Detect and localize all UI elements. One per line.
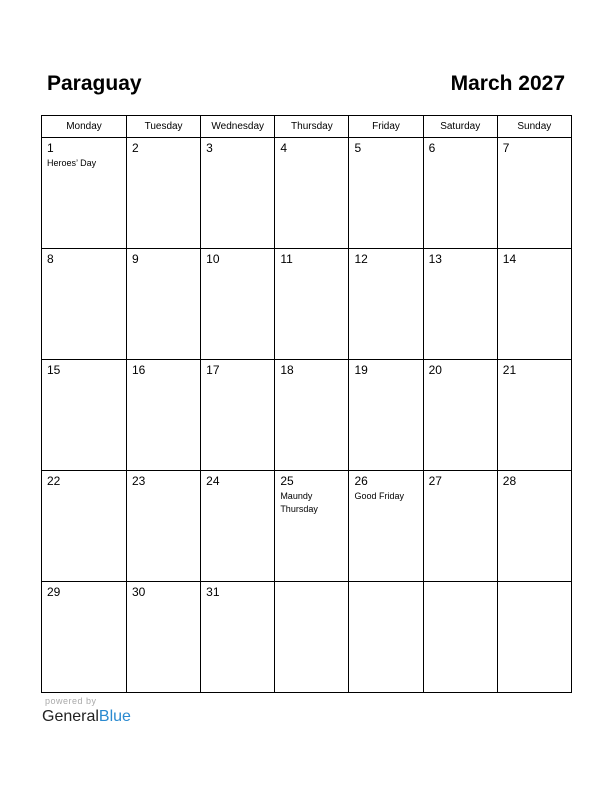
- day-number: 30: [132, 585, 146, 599]
- day-number: 13: [428, 252, 442, 266]
- day-cell: [275, 249, 349, 360]
- day-number: 6: [428, 141, 436, 155]
- holiday-label: Good Friday: [354, 491, 404, 501]
- day-cell: [127, 249, 201, 360]
- weekday-header: Saturday: [423, 116, 497, 138]
- day-number: 2: [132, 141, 139, 155]
- day-cell: [127, 471, 201, 582]
- day-number: 31: [206, 585, 220, 599]
- day-cell: [201, 249, 275, 360]
- weekday-header-row: [42, 116, 572, 138]
- day-cell: [201, 582, 275, 693]
- day-number: 27: [428, 474, 442, 488]
- day-number: 21: [502, 363, 517, 377]
- day-cell: [275, 138, 349, 249]
- month-title: March 2027: [450, 72, 565, 95]
- weekday-header: Sunday: [497, 116, 571, 138]
- day-number: 26: [354, 474, 368, 488]
- day-cell: [349, 249, 423, 360]
- day-cell: [349, 360, 423, 471]
- day-number: 23: [132, 474, 146, 488]
- day-number: 15: [47, 363, 61, 377]
- empty-day-cell: [275, 582, 349, 693]
- day-cell: [201, 138, 275, 249]
- day-number: 9: [132, 252, 139, 266]
- day-number: 19: [354, 363, 368, 377]
- holiday-label: Maundy Thursday: [280, 491, 318, 514]
- brand-blue-text: Blue: [98, 708, 131, 725]
- empty-day-cell: [423, 582, 497, 693]
- week-row: [42, 360, 572, 471]
- week-row: [42, 249, 572, 360]
- day-number: 22: [47, 474, 61, 488]
- day-cell: [127, 360, 201, 471]
- day-number: 16: [132, 363, 146, 377]
- day-cell: [42, 360, 127, 471]
- day-cell: [423, 360, 497, 471]
- day-number: 17: [206, 363, 220, 377]
- day-number: 25: [280, 474, 294, 488]
- day-cell: [42, 471, 127, 582]
- week-row: [42, 471, 572, 582]
- day-cell: [423, 249, 497, 360]
- weekday-header: Monday: [42, 116, 127, 138]
- day-cell: [127, 582, 201, 693]
- day-cell: [497, 138, 571, 249]
- day-cell: [497, 471, 571, 582]
- brand-logo: [42, 707, 131, 727]
- week-row: [42, 582, 572, 693]
- day-cell: [497, 360, 571, 471]
- holiday-label: Heroes’ Day: [47, 158, 97, 168]
- day-number: 3: [206, 141, 213, 155]
- day-cell: [349, 138, 423, 249]
- day-cell: [42, 138, 127, 249]
- day-cell: [42, 582, 127, 693]
- day-number: 14: [502, 252, 517, 266]
- day-number: 11: [280, 252, 293, 266]
- day-number: 28: [502, 474, 517, 488]
- day-cell: [423, 138, 497, 249]
- day-number: 18: [280, 363, 294, 377]
- day-cell: [349, 471, 423, 582]
- day-number: 10: [206, 252, 220, 266]
- weekday-header: Friday: [349, 116, 423, 138]
- day-cell: [275, 471, 349, 582]
- weekday-header: Tuesday: [127, 116, 201, 138]
- day-cell: [127, 138, 201, 249]
- empty-day-cell: [349, 582, 423, 693]
- day-cell: [201, 360, 275, 471]
- day-cell: [497, 249, 571, 360]
- calendar-grid: [41, 115, 572, 693]
- day-number: 24: [206, 474, 220, 488]
- day-number: 12: [354, 252, 368, 266]
- weekday-header: Thursday: [275, 116, 349, 138]
- day-cell: [275, 360, 349, 471]
- day-number: 8: [47, 252, 54, 266]
- country-title: Paraguay: [47, 72, 142, 95]
- day-number: 1: [47, 141, 54, 155]
- week-row: [42, 138, 572, 249]
- day-cell: [201, 471, 275, 582]
- day-number: 7: [502, 141, 510, 155]
- day-number: 20: [428, 363, 442, 377]
- empty-day-cell: [497, 582, 571, 693]
- brand-general-text: General: [42, 708, 99, 725]
- day-number: 4: [280, 141, 287, 155]
- generalblue-brand: [42, 696, 131, 727]
- day-cell: [423, 471, 497, 582]
- day-cell: [42, 249, 127, 360]
- weekday-header: Wednesday: [201, 116, 275, 138]
- powered-by-text: powered by: [45, 696, 97, 706]
- day-number: 29: [47, 585, 61, 599]
- day-number: 5: [354, 141, 362, 155]
